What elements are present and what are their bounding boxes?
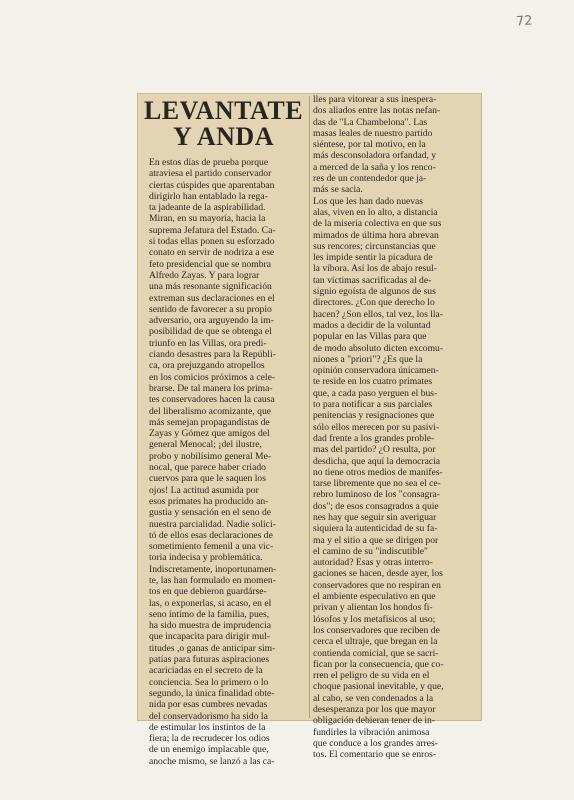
text-line: contienda comicial, que se sacri-	[313, 647, 439, 659]
text-line: más desconsoladora orfandad, y	[313, 150, 437, 162]
text-line: te, las han formulado en momen-	[149, 574, 276, 586]
text-line: Alfredo Zayas. Y para lograr	[149, 269, 260, 281]
text-line: siquiera la autenticidad de su fa-	[313, 523, 438, 535]
text-line: das de "La Chambelona". Las	[313, 116, 428, 128]
text-line: ojos! La actitud asumida por	[149, 484, 259, 496]
text-line: tó de ellos esas declaraciones de	[149, 529, 273, 541]
text-line: del conservadorismo ha sido la	[149, 710, 268, 722]
text-line: tes conservadores hacen la causa	[149, 394, 275, 406]
text-line: más semejan propagandistas de	[149, 416, 270, 428]
text-line: que incapacita para dirigir mul-	[149, 631, 270, 643]
text-line: mimados de última hora abrevan	[313, 229, 439, 241]
text-line: tos. El comentario que se enros-	[313, 749, 437, 761]
text-line: sólo ellos merecen por su pasivi-	[313, 421, 440, 433]
text-line: posibilidad de que se obtenga el	[149, 326, 272, 338]
text-line: dos aliados entre las notas nefan-	[313, 105, 441, 117]
left-column-text	[141, 157, 306, 767]
text-line: del liberalismo acomizante, que	[149, 405, 272, 417]
text-line: rren el peligro de su vida en el	[313, 670, 430, 682]
text-line: choque pasional inevitable, y que,	[313, 681, 444, 693]
text-line: obligación debieran tener de in-	[313, 715, 436, 727]
headline-line-2: Y ANDA	[173, 122, 274, 151]
text-line: desdicha, que aquí la democracia	[313, 455, 441, 467]
text-line: hacen? ¿Son ellos, tal vez, los lla-	[313, 308, 444, 320]
text-line: tos en que debieron guardárse-	[149, 586, 267, 598]
text-line: tan víctimas sacrificadas al de-	[313, 274, 432, 286]
text-line: triunfo en las Villas, ora predi-	[149, 337, 267, 349]
text-line: en los comicios próximos a cele-	[149, 371, 276, 383]
text-line: nuestra parcialidad. Nadie solici-	[149, 518, 276, 530]
text-line: Indiscretamente, inoportunamen-	[149, 563, 277, 575]
text-line: lles para vitorear a sus inespera-	[313, 94, 437, 105]
text-line: titudes ,o ganas de anticipar sim-	[149, 642, 276, 654]
text-line: la víbora. Así los de abajo resul-	[313, 263, 437, 275]
left-column	[141, 94, 306, 767]
text-line: niones a "priori"? ¿Es que la	[313, 353, 423, 365]
text-line: to para notificar a sus parciales	[313, 399, 433, 411]
text-line: de un enemigo implacable que,	[149, 744, 269, 756]
text-line: fican por la consecuencia, que co-	[313, 658, 444, 670]
text-line: privan y alientan los hondos fi-	[313, 602, 433, 614]
text-line: el ambiente especulativo en que	[313, 591, 436, 603]
text-line: brarse. De tal manera los prima-	[149, 382, 273, 394]
text-line: fiera; la de recrudecer los odios	[149, 733, 270, 745]
text-line: mados a decidir de la voluntad	[313, 319, 431, 331]
text-line: que conduce a los grandes arres-	[313, 737, 438, 749]
text-line: extreman sus declaraciones en el	[149, 292, 275, 304]
headline-line-1: LEVANTATE	[143, 96, 304, 125]
text-line: les impide sentir la picadura de	[313, 252, 433, 264]
text-line: sentido de favorecer a su propio	[149, 303, 272, 315]
text-line: al cabo, se ven condenados a la	[313, 692, 434, 704]
text-line: adversario, ora arguyendo la im-	[149, 315, 274, 327]
text-line: toria indecisa y problemática.	[149, 552, 263, 564]
text-line: Los que les han dado nuevas	[313, 195, 424, 207]
text-line: suprema Jefatura del Estado. Ca-	[149, 224, 276, 236]
text-line: rebro luminoso de los "consagra-	[313, 489, 441, 501]
text-line: sometimiento femenil a una vic-	[149, 541, 274, 553]
text-line: dad frente a los grandes proble-	[313, 432, 435, 444]
text-line: En estos días de prueba porque	[149, 157, 269, 168]
text-line: que, a cada paso yerguen el bus-	[313, 387, 438, 399]
headline	[141, 98, 306, 150]
text-line: seno íntimo de la familia, pues,	[149, 608, 270, 620]
text-line: atraviesa el partido conservador	[149, 168, 272, 180]
text-line: anoche mismo, se lanzó a las ca-	[149, 755, 275, 767]
text-line: cuervos para que le saquen los	[149, 473, 266, 485]
page-number: 72	[515, 13, 534, 30]
text-line: mas del partido? ¿O resulta, por	[313, 444, 436, 456]
text-line: feto presidencial que se nombra	[149, 258, 272, 270]
text-line: ciertas cúspides que aparentaban	[149, 179, 275, 191]
text-line: el camino de su "indiscutible"	[313, 545, 428, 557]
text-line: las, o exponerlas, si acaso, en el	[149, 597, 272, 609]
text-line: ta jadeante de la aspirabilidad.	[149, 202, 266, 214]
text-line: más se sacia.	[313, 184, 363, 196]
text-line: alas, viven en lo alto, a distancia	[313, 206, 438, 218]
text-line: a merced de la saña y los renco-	[313, 161, 436, 173]
text-line: no tiene otros medios de manifes-	[313, 466, 443, 478]
text-line: ciando desastres para la Repúbli-	[149, 349, 276, 361]
text-line: conciencia. Sea lo primero o lo	[149, 676, 269, 688]
text-line: de la miseria colectiva en que sus	[313, 218, 442, 230]
text-line: lósofos y los metafísicos al uso;	[313, 613, 436, 625]
text-line: opinión conservadora únicamen-	[313, 365, 439, 377]
text-line: desesperanza por los que mayor	[313, 704, 436, 716]
text-line: siéntese, por tal motivo, en la	[313, 139, 426, 151]
text-line: Zayas y Gómez que amigos del	[149, 428, 270, 440]
text-line: conato en servir de nodriza a ese	[149, 247, 275, 259]
text-line: te reside en los cuatro primates	[313, 376, 433, 388]
text-line: nocal, que parece haber criado	[149, 462, 266, 474]
text-line: ca, ora prejuzgando atropellos	[149, 360, 265, 372]
text-line: de estimular los instintos de la	[149, 721, 266, 733]
text-line: penitencias y resignaciones que	[313, 410, 435, 422]
text-line: masas leales de nuestro partido	[313, 127, 433, 139]
text-line: sus rencores; circunstancias que	[313, 240, 436, 252]
text-line: nes hay que seguir sin averiguar	[313, 511, 437, 523]
right-column	[313, 94, 477, 761]
text-line: patías para futuras aspiraciones	[149, 654, 270, 666]
text-line: de modo absoluto dicten excomu-	[313, 342, 444, 354]
text-line: popular en las Villas para que	[313, 331, 427, 343]
text-line: segundo, la única finalidad obte-	[149, 687, 275, 699]
text-line: conservadores que no respiran en	[313, 579, 441, 591]
newspaper-clipping	[138, 94, 481, 767]
text-line: probo y nobilísimo general Me-	[149, 450, 272, 462]
text-line: gustia y sensación en el seno de	[149, 507, 272, 519]
text-line: gaciones se hacen, desde ayer, los	[313, 568, 443, 580]
text-line: ha sido muestra de imprudencia	[149, 620, 272, 632]
text-line: dos"; de esos consagrados a quie	[313, 500, 439, 512]
text-line: ma y el sitio a que se dirigen por	[313, 534, 439, 546]
text-line: los conservadores que reciben de	[313, 624, 440, 636]
text-line: acariciadas en el secreto de la	[149, 665, 263, 677]
text-line: fundirles la vibración animosa	[313, 726, 430, 738]
text-line: general Menocal; ¡del ilustre,	[149, 439, 262, 451]
text-line: cerca el ultraje, que bregan en la	[313, 636, 438, 648]
text-line: res de un contendedor que ja-	[313, 173, 427, 185]
text-line: nida por esas cumbres nevadas	[149, 699, 268, 711]
text-line: Miran, en su mayoría, hacia la	[149, 213, 266, 225]
text-line: tarse libremente que no sea el ce-	[313, 478, 441, 490]
text-line: signio egoísta de algunos de sus	[313, 286, 436, 298]
right-column-text	[313, 94, 477, 761]
text-line: esos primates ha producido an-	[149, 495, 269, 507]
text-line: una más resonante significación	[149, 281, 272, 293]
text-line: directores. ¿Con que derecho lo	[313, 297, 435, 309]
text-line: dirigirlo han entablado la rega-	[149, 190, 268, 202]
text-line: si todas ellas ponen su esforzado	[149, 236, 275, 248]
column-divider	[309, 96, 310, 718]
text-line: autoridad? Esas y otras interro-	[313, 557, 433, 569]
